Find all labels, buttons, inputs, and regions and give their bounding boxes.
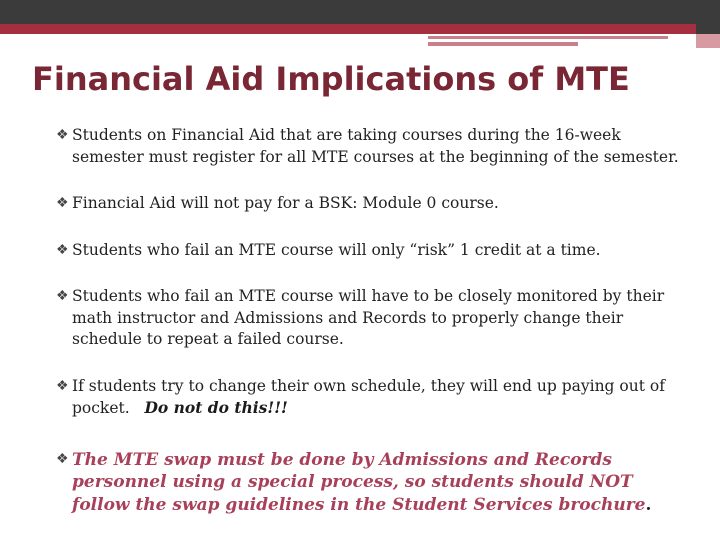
bullet-item — [56, 286, 688, 351]
bullet-text: Students who fail an MTE course will have to be closely monitored by their math instructor and Admissions and Records to properly change their schedule to repeat a failed course. — [72, 287, 665, 348]
bullet-item — [56, 125, 688, 168]
diamond-bullet-icon: ❖ — [56, 195, 69, 211]
top-bar — [0, 0, 720, 24]
slide-title: Financial Aid Implications of MTE — [32, 60, 630, 98]
bullet-text: If students try to change their own schedule, they will end up paying out of pocket. — [72, 376, 665, 417]
header-accent-line-short — [428, 42, 578, 46]
bullet-text: Students who fail an MTE course will only “risk” 1 credit at a time. — [72, 240, 601, 259]
bullet-emphasis-text: The MTE swap must be done by Admissions and Records personnel using a special process, so students should NOT follow the swap guidelines in the Student Services brochure — [72, 449, 646, 515]
bullet-warning: Do not do this!!! — [144, 398, 288, 417]
diamond-bullet-icon: ❖ — [56, 450, 69, 467]
diamond-bullet-icon: ❖ — [56, 288, 69, 304]
bullet-item — [56, 240, 688, 262]
bullet-text: Financial Aid will not pay for a BSK: Module 0 course. — [72, 194, 499, 212]
bullet-item-emphasis — [56, 449, 688, 517]
diamond-bullet-icon: ❖ — [56, 377, 69, 394]
header-stripe — [0, 24, 696, 34]
diamond-bullet-icon: ❖ — [56, 241, 69, 258]
header-accent-line — [428, 36, 668, 39]
header-stripe-corner — [696, 34, 720, 48]
diamond-bullet-icon: ❖ — [56, 127, 69, 143]
bullet-item — [56, 193, 688, 215]
bullet-period: . — [645, 494, 652, 515]
bullet-list — [56, 125, 688, 516]
bullet-item — [56, 376, 688, 420]
bullet-text: Students on Financial Aid that are taking courses during the 16-week semester must register for all MTE courses at the beginning of the semester. — [72, 126, 679, 166]
